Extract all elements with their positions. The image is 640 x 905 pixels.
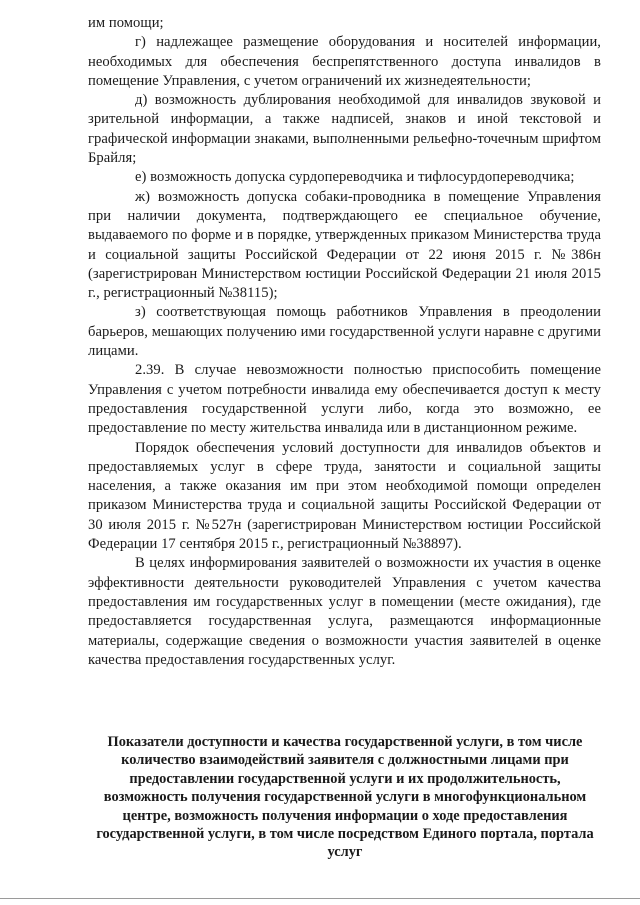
paragraph-item-z: з) соответствующая помощь работников Управления в преодолении барьеров, мешающих получению ими государственной услуги наравне с другими лицами. xyxy=(88,304,601,360)
section-heading xyxy=(86,733,604,862)
paragraph-2-39: 2.39. В случае невозможности полностью приспособить помещение Управления с учетом потребности инвалида ему обеспечивается доступ к месту предоставления государственной услуги либо, когда это возможно, ее предоставление по месту жительства инвалида или в дистанционном режиме. xyxy=(88,362,601,437)
page-bottom-divider xyxy=(0,898,640,899)
paragraph-accessibility-order: Порядок обеспечения условий доступности для инвалидов объектов и предоставляемых услуг в сфере труда, занятости и социальной защиты населения, а также оказания им при этом необходимой помощи определен приказом Министерства труда и социальной защиты Российской Федерации от 30 июля 2015 г. №527н (зарегистрирован Министерством юстиции Российской Федерации 17 сентября 2015 г., регистрационный №38897). xyxy=(88,439,601,553)
paragraph-informing-applicants: В целях информирования заявителей о возможности их участия в оценке эффективности деятельности руководителей Управления с учетом качества предоставления им государственных услуг в помещении (месте ожидания), где предоставляется государственная услуга, размещаются информационные материалы, содержащие сведения о возможности участия заявителей в оценке качества предоставления государственных услуг. xyxy=(88,555,601,668)
document-body xyxy=(88,14,601,670)
paragraph-item-zh: ж) возможность допуска собаки-проводника в помещение Управления при наличии документа, подтверждающего ее специальное обучение, выдаваемого по форме и в порядке, утвержденных приказом Министерства труда и социальной защиты Российской Федерации от 22 июня 2015 г. №386н (зарегистрирован Министерством юстиции Российской Федерации 21 июля 2015 г., регистрационный №38115); xyxy=(88,188,601,302)
paragraph-item-g: г) надлежащее размещение оборудования и носителей информации, необходимых для обеспечения беспрепятственного доступа инвалидов в помещение Управления, с учетом ограничений их жизнедеятельности; xyxy=(88,34,601,89)
paragraph-item-d: д) возможность дублирования необходимой для инвалидов звуковой и зрительной информации, а также надписей, знаков и иной текстовой и графической информации знаками, выполненными рельефно-точечным шрифтом Брайля; xyxy=(88,92,601,167)
paragraph-item-e: е) возможность допуска сурдопереводчика и тифлосурдопереводчика; xyxy=(135,169,575,186)
paragraph-continuation: им помощи; xyxy=(88,15,164,31)
section-heading-text: Показатели доступности и качества государственной услуги, в том числе количество взаимодействий заявителя с должностными лицами при предоставлении государственной услуги и их продолжительность, возможность получения государственной услуги в многофункциональном центре, возможность получения информации о ходе предоставления государственной услуги, в том числе посредством Единого портала, портала услуг xyxy=(96,734,594,861)
